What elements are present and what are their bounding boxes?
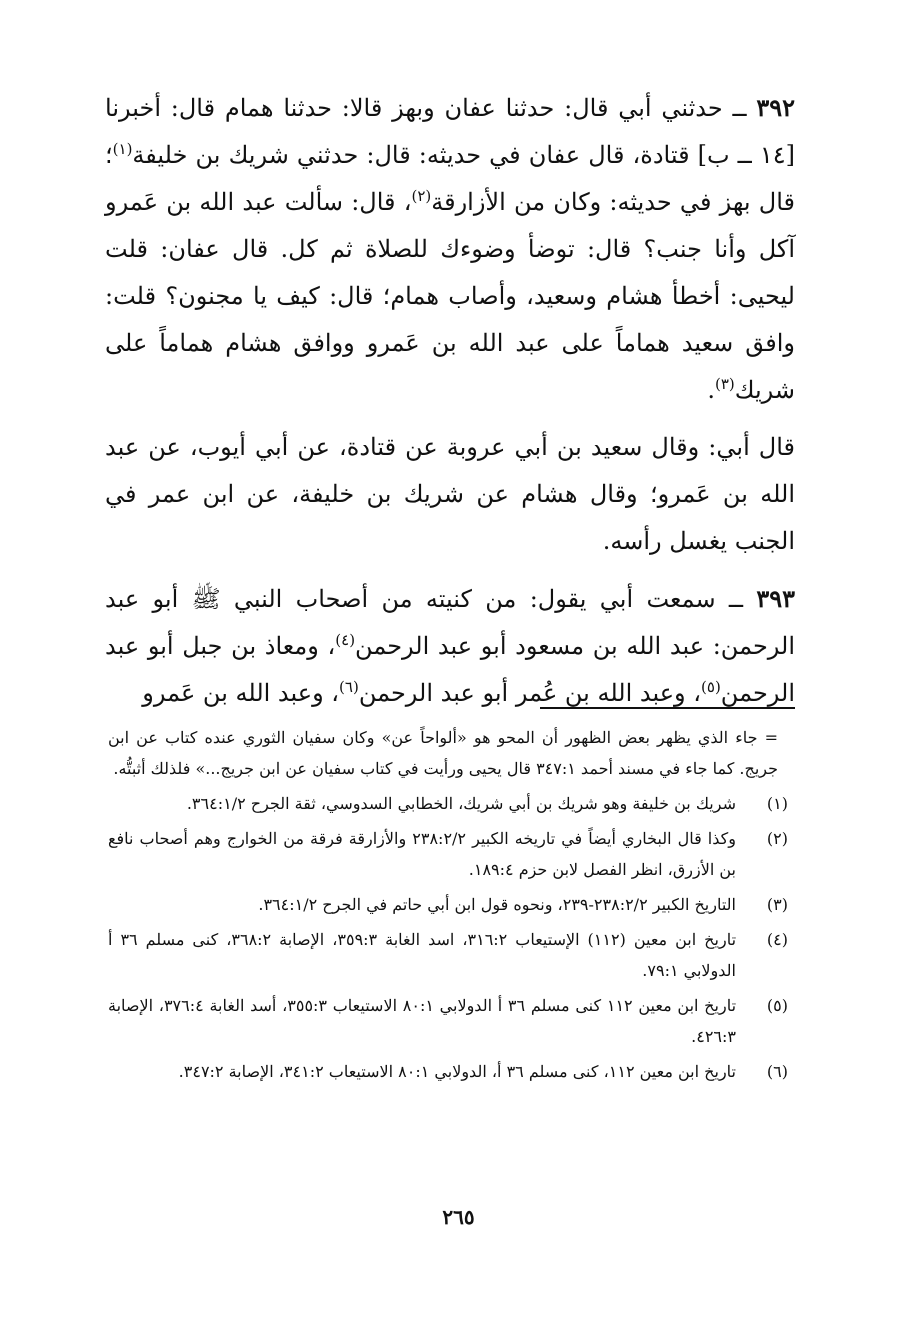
- footnote-ref[interactable]: (٢): [411, 187, 432, 205]
- hadith-number: ٣٩٣: [756, 584, 795, 613]
- footnote-label: (٥): [766, 996, 788, 1015]
- footnote-text: تاريخ ابن معين ١١٢ كنى مسلم ٣٦ أ الدولابي ٨٠:١ الاستيعاب ٣٥٥:٣، أسد الغابة ٣٧٦:٤، الإصابة ٤٢٦:٣.: [108, 996, 737, 1046]
- footnote-2: [108, 823, 788, 885]
- footnote-continuation: = جاء الذي يظهر بعض الظهور أن المحو هو «ألواحاً عن» وكان سفيان الثوري عنده كتاب عن ابن جريج. كما جاء في مسند أحمد ٣٤٧:١ قال يحيى ورأيت في كتاب سفيان عن ابن جريج...» فلذلك أثبتُّه.: [108, 728, 779, 778]
- footnote-4: [108, 924, 788, 986]
- footnote-text: شريك بن خليفة وهو شريك بن أبي شريك، الخطابي السدوسي، ثقة الجرح ٣٦٤:١/٢.: [186, 794, 736, 813]
- footnote-1: [108, 788, 788, 819]
- hadith-text: ، ومعاذ بن جبل أبو عبد الرحمن: [105, 632, 795, 707]
- hadith-number: ٣٩٢: [756, 93, 795, 122]
- footnote-ref[interactable]: (٤): [335, 631, 356, 649]
- footnote-text: التاريخ الكبير ٢٣٨:٢/٢-٢٣٩، ونحوه قول ابن أبي حاتم في الجرح ٣٦٤:١/٢.: [258, 895, 736, 914]
- hadith-text: ، وعبد الله بن عَمرو: [142, 679, 340, 707]
- footnote-label: (٦): [766, 1062, 788, 1081]
- footnote-text: تاريخ ابن معين (١١٢) الإستيعاب ٣١٦:٢، اسد الغابة ٣٥٩:٣، الإصابة ٣٦٨:٢، كنى مسلم ٣٦ أ الدولابي ٧٩:١.: [108, 930, 737, 980]
- footnote-label: (٢): [766, 829, 788, 848]
- footnote-ref[interactable]: (٦): [339, 678, 359, 696]
- footnote-label: (١): [766, 794, 788, 813]
- footnote-5: [108, 990, 788, 1052]
- paragraph-abi: قال أبي: وقال سعيد بن أبي عروبة عن قتادة، عن أبي أيوب، عن عبد الله بن عَمرو؛ وقال هشام عن شريك بن خليفة، عن ابن عمر في الجنب يغسل رأسه.: [105, 433, 795, 555]
- hadith-text: ــ سمعت أبي يقول: من كنيته من أصحاب النبي ﷺ أبو عبد الرحمن: عبد الله بن مسعود أبو عبد الرحمن: [105, 585, 795, 660]
- footnote-ref[interactable]: (٥): [701, 678, 721, 696]
- hadith-392: [105, 84, 795, 414]
- footnote-label: (٣): [766, 895, 788, 914]
- main-text: [105, 84, 795, 717]
- footnote-ref[interactable]: (١): [112, 140, 133, 158]
- hadith-text: .: [707, 376, 715, 404]
- footnote-text: وكذا قال البخاري أيضاً في تاريخه الكبير ٢٣٨:٢/٢ والأزارقة فرقة من الخوارج وهم أصحاب نافع بن الأزرق، انظر الفصل لابن حزم ١٨٩:٤.: [108, 829, 736, 879]
- footnote-text: تاريخ ابن معين ١١٢، كنى مسلم ٣٦ أ، الدولابي ٨٠:١ الاستيعاب ٣٤١:٢، الإصابة ٣٤٧:٢.: [178, 1062, 736, 1081]
- footnote-separator: [540, 707, 795, 709]
- hadith-text: ؛ قال بهز في حديثه: وكان من الأزارقة: [105, 141, 796, 216]
- hadith-text: ، قال: سألت عبد الله بن عَمرو آكل وأنا جنب؟ قال: توضأ وضوءك للصلاة ثم كل. قال عفان: قلت ليحيى: أخطأ هشام وسعيد، وأصاب همام؛ قال: كيف يا مجنون؟ قلت: وافق سعيد هماماً على عبد الله بن عَمرو ووافق هشام هماماً على شريك: [105, 188, 795, 404]
- footnote-3: [108, 889, 788, 920]
- footnotes: [108, 722, 788, 1087]
- footnote-6: [108, 1056, 788, 1087]
- hadith-393: [105, 575, 795, 717]
- hadith-text: ، وعبد الله بن عُمر أبو عبد الرحمن: [358, 679, 702, 707]
- hadith-text: ــ حدثني أبي قال: حدثنا عفان وبهز قالا: حدثنا همام قال: أخبرنا [١٤ ــ ب] قتادة، قال عفان في حديثه: قال: حدثني شريك بن خليفة: [105, 94, 795, 169]
- footnote-label: (٤): [766, 930, 788, 949]
- page-number: ٢٦٥: [442, 1205, 475, 1229]
- footnote-ref[interactable]: (٣): [714, 375, 735, 393]
